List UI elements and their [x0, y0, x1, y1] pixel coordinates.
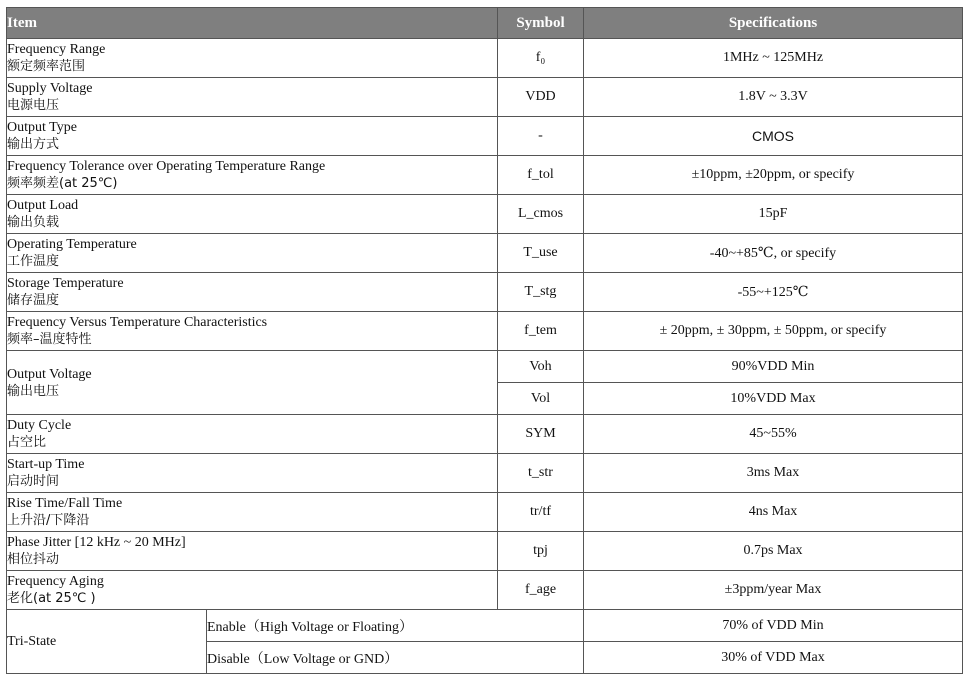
item-name-en: Storage Temperature [7, 276, 124, 291]
symbol-cell: L_cmos [498, 195, 584, 234]
tri-state-disable-condition: Disable（Low Voltage or GND） [207, 642, 584, 674]
spec-cell: 15pF [584, 195, 963, 234]
symbol-cell: f_tem [498, 312, 584, 351]
item-name-cn: 老化(at 25℃ ) [7, 591, 96, 606]
spec-cell: ± 20ppm, ± 30ppm, ± 50ppm, or specify [584, 312, 963, 351]
item-cell [7, 78, 498, 117]
spec-cell: ±10ppm, ±20ppm, or specify [584, 156, 963, 195]
item-cell [7, 532, 498, 571]
table-row-frequency-aging [7, 571, 963, 610]
tri-state-enable-condition: Enable（High Voltage or Floating） [207, 610, 584, 642]
item-name-cn: 频率频差(at 25℃) [7, 176, 118, 191]
spec-table-container [6, 7, 962, 674]
symbol-cell: VDD [498, 78, 584, 117]
item-name-en: Phase Jitter [12 kHz ~ 20 MHz] [7, 535, 186, 550]
table-row-rise-fall-time [7, 493, 963, 532]
table-row-output-voltage-high [7, 351, 963, 383]
symbol-cell: f₀ [498, 39, 584, 78]
symbol-cell: Vol [498, 383, 584, 415]
item-cell [7, 571, 498, 610]
item-name-en: Frequency Range [7, 42, 106, 57]
item-name-en: Supply Voltage [7, 81, 93, 96]
spec-cell: 4ns Max [584, 493, 963, 532]
item-name-en: Frequency Tolerance over Operating Temperature Range [7, 159, 326, 174]
item-name-cn: 输出电压 [7, 383, 60, 399]
item-name-en: Frequency Aging [7, 574, 104, 589]
item-name-cn: 上升沿/下降沿 [7, 513, 90, 528]
item-name-en: Output Voltage [7, 366, 92, 382]
spec-cell: 0.7ps Max [584, 532, 963, 571]
table-row-tri-state-enable [7, 610, 963, 642]
item-name-en: Duty Cycle [7, 418, 72, 433]
symbol-cell: Voh [498, 351, 584, 383]
item-name-en: Output Type [7, 120, 77, 135]
table-row-start-up-time [7, 454, 963, 493]
item-name-cn: 输出负载 [7, 215, 60, 230]
item-name-cn: 工作温度 [7, 254, 60, 269]
spec-cell: CMOS [584, 117, 963, 156]
table-row-duty-cycle [7, 415, 963, 454]
table-row-output-type [7, 117, 963, 156]
table-row-storage-temperature [7, 273, 963, 312]
item-name-cn: 相位抖动 [7, 552, 60, 567]
item-cell [7, 454, 498, 493]
table-row-frequency-vs-temperature [7, 312, 963, 351]
symbol-cell: t_str [498, 454, 584, 493]
item-name-cn: 电源电压 [7, 98, 60, 113]
spec-cell: -40~+85℃, or specify [584, 234, 963, 273]
item-name-en: Output Load [7, 198, 79, 213]
item-cell [7, 39, 498, 78]
spec-cell: 3ms Max [584, 454, 963, 493]
symbol-cell: T_stg [498, 273, 584, 312]
item-cell [7, 117, 498, 156]
header-symbol: Symbol [498, 8, 584, 39]
item-cell [7, 493, 498, 532]
table-row-operating-temperature [7, 234, 963, 273]
header-specifications: Specifications [584, 8, 963, 39]
item-name-cn: 占空比 [7, 435, 47, 450]
spec-cell: 45~55% [584, 415, 963, 454]
item-cell [7, 234, 498, 273]
symbol-cell: tpj [498, 532, 584, 571]
item-name-en: Frequency Versus Temperature Characteristics [7, 315, 268, 330]
table-row-output-load [7, 195, 963, 234]
spec-cell: -55~+125℃ [584, 273, 963, 312]
spec-cell: 90%VDD Min [584, 351, 963, 383]
item-name-cn: 输出方式 [7, 137, 60, 152]
symbol-cell: f_tol [498, 156, 584, 195]
spec-cell: 10%VDD Max [584, 383, 963, 415]
table-row-frequency-range [7, 39, 963, 78]
header-item: Item [7, 8, 498, 39]
symbol-cell: - [498, 117, 584, 156]
spec-cell: 1MHz ~ 125MHz [584, 39, 963, 78]
specification-table [6, 7, 963, 674]
item-cell [7, 273, 498, 312]
table-row-frequency-tolerance [7, 156, 963, 195]
item-name-en: Start-up Time [7, 457, 85, 472]
spec-cell: 70% of VDD Min [584, 610, 963, 642]
symbol-cell: f_age [498, 571, 584, 610]
item-cell [7, 156, 498, 195]
table-row-phase-jitter [7, 532, 963, 571]
symbol-cell: tr/tf [498, 493, 584, 532]
item-name-cn: 额定频率范围 [7, 59, 86, 74]
spec-cell: 30% of VDD Max [584, 642, 963, 674]
header-row [7, 8, 963, 39]
item-name-cn: 频率–温度特性 [7, 332, 92, 347]
spec-cell: 1.8V ~ 3.3V [584, 78, 963, 117]
item-name-en: Rise Time/Fall Time [7, 496, 123, 511]
item-name-cn: 启动时间 [7, 474, 60, 489]
item-name-cn: 储存温度 [7, 293, 60, 308]
symbol-cell: SYM [498, 415, 584, 454]
table-row-supply-voltage [7, 78, 963, 117]
spec-cell: ±3ppm/year Max [584, 571, 963, 610]
tri-state-label: Tri-State [7, 610, 207, 674]
symbol-cell: T_use [498, 234, 584, 273]
item-cell [7, 312, 498, 351]
item-cell [7, 415, 498, 454]
item-name-en: Operating Temperature [7, 237, 137, 252]
item-cell [7, 195, 498, 234]
item-cell [7, 351, 498, 415]
